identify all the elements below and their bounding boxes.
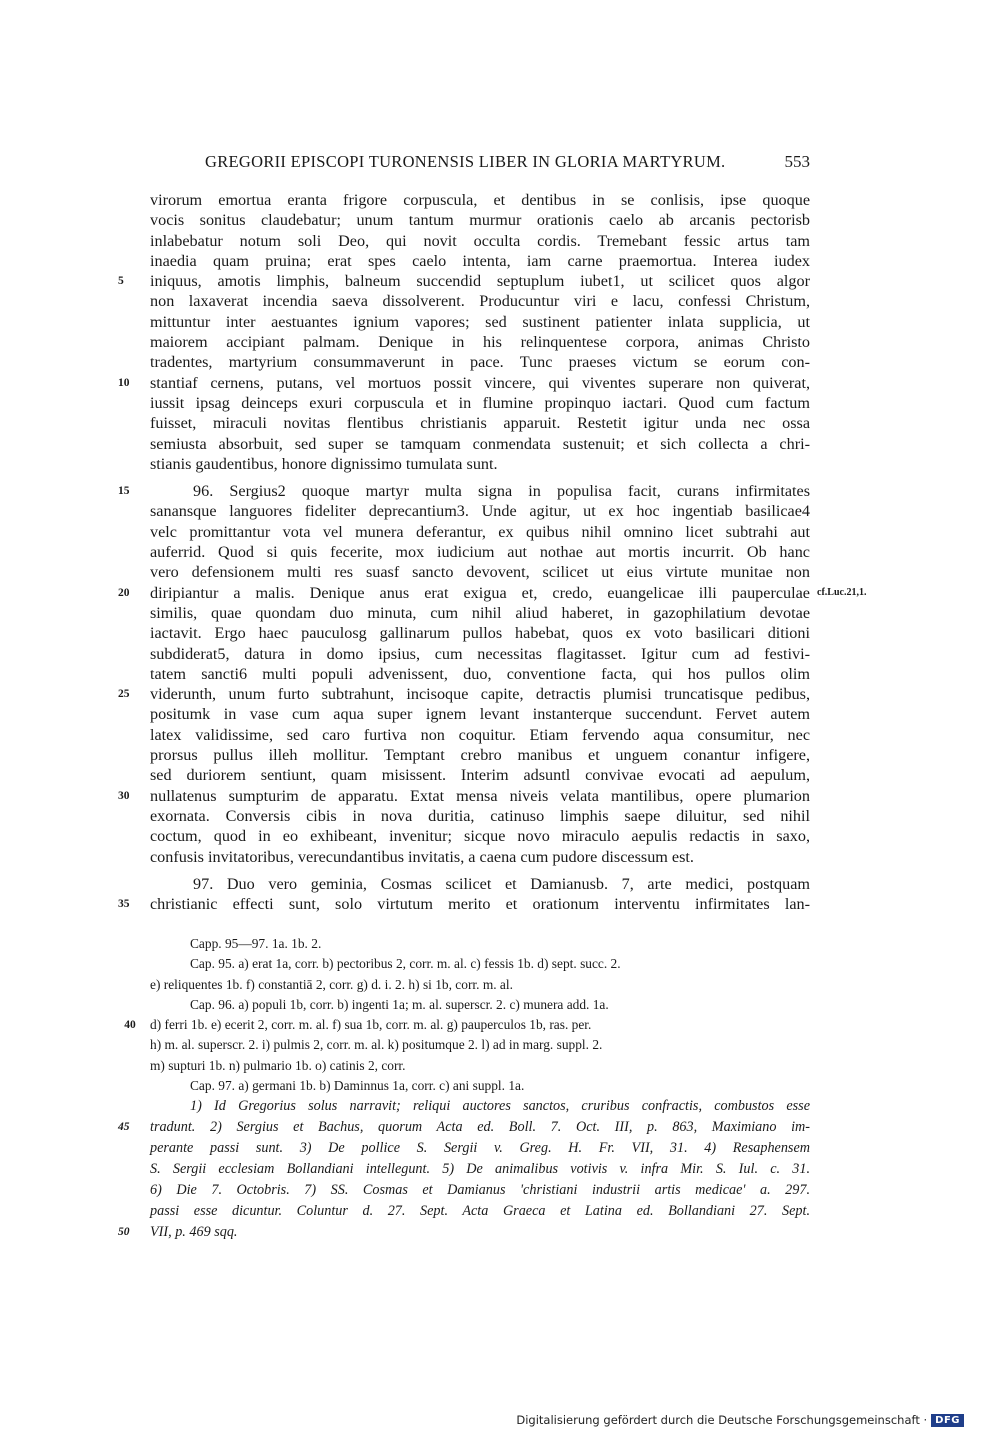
critical-apparatus bbox=[124, 934, 810, 1096]
body-line bbox=[150, 210, 810, 230]
apparatus-line-text: e) reliquentes 1b. f) constantiā 2, corr. g) d. i. 2. h) si 1b, corr. m. al. bbox=[150, 976, 513, 992]
body-line bbox=[150, 332, 810, 352]
apparatus-line-text: Cap. 95. a) erat 1a, corr. b) pectoribus 2, corr. m. al. c) fessis 1b. d) sept. succ. 2. bbox=[190, 956, 621, 972]
body-line-text: auferrid. Quod si quis fecerite, mox iudicium aut nothae aut mortis incurrit. Ob hanc bbox=[150, 543, 810, 562]
body-line-text: maiorem accipiant palmam. Denique in his relinquentese corpora, animas Christo bbox=[150, 333, 810, 352]
body-line bbox=[118, 481, 810, 501]
body-line-text: sed duriorem sentiunt, quam misissent. Interim adsuntl convivae evocati ad aepulum, bbox=[150, 766, 810, 785]
body-line bbox=[150, 542, 810, 562]
note-line-text: 1) Id Gregorius solus narravit; reliqui auctores sanctos, cruribus confractis, combustos esse bbox=[190, 1098, 810, 1114]
apparatus-line-text: d) ferri 1b. e) ecerit 2, corr. m. al. f) sua 1b, corr. m. al. g) pauperculos 1b, ras. per. bbox=[150, 1017, 592, 1033]
body-line bbox=[150, 454, 810, 474]
running-title: GREGORII EPISCOPI TURONENSIS LIBER IN GLORIA MARTYRUM. bbox=[205, 152, 726, 171]
body-line-text: iussit ipsag deinceps exuri corpuscula et in flumine propinquo iactari. Quod cum factum bbox=[150, 393, 810, 412]
line-number: 40 bbox=[124, 1019, 136, 1032]
body-line-text: diripiantur a malis. Denique anus erat exigua et, credo, euangelicae illi pauperculae bbox=[150, 583, 810, 602]
apparatus-line bbox=[150, 975, 810, 995]
body-line-text: confusis invitatoribus, verecundantibus invitatis, a caena cum pudore discessum est. bbox=[150, 847, 694, 866]
body-line-text: 97. Duo vero geminia, Cosmas scilicet et Damianusb. 7, arte medici, postquam bbox=[193, 874, 810, 893]
body-line-text: stantiaf cernens, putans, vel mortuos possit vincere, qui viventes superare non quiverat, bbox=[150, 373, 810, 392]
note-line-text: S. Sergii ecclesiam Bollandiani intellegunt. 5) De animalibus votivis v. infra Mir. S. Iul. c. 31. bbox=[150, 1161, 810, 1177]
body-line bbox=[118, 271, 810, 291]
apparatus-line bbox=[124, 1015, 810, 1035]
line-number: 20 bbox=[118, 586, 130, 599]
line-number: 5 bbox=[118, 275, 124, 288]
body-line bbox=[118, 684, 810, 704]
footnotes bbox=[118, 1096, 810, 1243]
paragraph-gap bbox=[150, 867, 810, 874]
body-line-text: tatem sancti6 multi populi advenissent, duo, conventione facta, qui hos pullos olim bbox=[150, 664, 810, 683]
page-number: 553 bbox=[784, 152, 810, 171]
body-line bbox=[150, 874, 810, 894]
body-line-text: vocis sonitus claudebatur; unum tantum murmur orationis caelo ab arcanis pectorisb bbox=[150, 211, 810, 230]
body-line-text: inaedia quam pruina; erat spes caelo intenta, iam carne praemortua. Interea iudex bbox=[150, 251, 810, 270]
body-line bbox=[150, 413, 810, 433]
note-line bbox=[150, 1096, 810, 1117]
body-line-text: sanansque languores fideliter deprecantium3. Unde agitur, ut ex hoc ingentiab basilicae4 bbox=[150, 502, 810, 521]
body-line-text: stianis gaudentibus, honore dignissimo tumulata sunt. bbox=[150, 454, 498, 473]
body-line-text: virorum emortua eranta frigore corpuscula, et dentibus in se conlisis, ipse quoque bbox=[150, 191, 810, 209]
body-line bbox=[150, 725, 810, 745]
body-line bbox=[150, 352, 810, 372]
body-line bbox=[150, 562, 810, 582]
paragraph-gap bbox=[150, 474, 810, 481]
body-line bbox=[150, 501, 810, 521]
note-line-text: 6) Die 7. Octobris. 7) SS. Cosmas et Damianus 'christiani industrii artis medicae' a. 297. bbox=[150, 1182, 810, 1198]
body-line-text: exornata. Conversis cibis in nova duritia, catinuso limphis saepe diluitur, sed nihil bbox=[150, 806, 810, 825]
line-number: 50 bbox=[118, 1226, 130, 1238]
body-line-text: tradentes, martyrium consummaverunt in pace. Tunc praeses victum se eorum con- bbox=[150, 353, 810, 372]
body-line-text: inlabebatur notum soli Deo, qui novit occulta cordis. Tremebant fessic artus tam bbox=[150, 231, 810, 250]
body-line bbox=[150, 231, 810, 251]
body-line-text: iniquus, amotis limphis, balneum succendid septuplum iubet1, ut scilicet quos algor bbox=[150, 272, 810, 291]
body-line bbox=[150, 765, 810, 785]
note-line bbox=[150, 1138, 810, 1159]
dfg-logo: DFG bbox=[931, 1414, 964, 1427]
note-line bbox=[118, 1117, 810, 1138]
line-number: 45 bbox=[118, 1121, 130, 1133]
body-line-text: subdiderat5, datura in domo ipsius, cum necessitas flagitasset. Igitur cum ad festivi- bbox=[150, 644, 810, 663]
body-line bbox=[150, 393, 810, 413]
margin-reference: cf.Luc.21,1. bbox=[817, 586, 867, 598]
body-line bbox=[150, 664, 810, 684]
body-line bbox=[150, 704, 810, 724]
apparatus-line-text: Cap. 97. a) germani 1b. b) Daminnus 1a, corr. c) ani suppl. 1a. bbox=[190, 1078, 525, 1094]
body-line bbox=[150, 806, 810, 826]
body-line bbox=[150, 251, 810, 271]
note-line-text: VII, p. 469 sqq. bbox=[150, 1224, 238, 1240]
digitization-footer bbox=[516, 1413, 964, 1427]
body-line bbox=[118, 894, 810, 914]
apparatus-line-text: Capp. 95—97. 1a. 1b. 2. bbox=[190, 936, 322, 951]
line-number: 30 bbox=[118, 789, 130, 802]
body-line bbox=[150, 434, 810, 454]
note-line bbox=[150, 1180, 810, 1201]
apparatus-line bbox=[150, 1035, 810, 1055]
body-line bbox=[150, 291, 810, 311]
note-line bbox=[150, 1159, 810, 1180]
body-line bbox=[150, 522, 810, 542]
apparatus-line-text: m) supturi 1b. n) pulmario 1b. o) catinis 2, corr. bbox=[150, 1057, 406, 1073]
main-text bbox=[118, 190, 867, 914]
note-line bbox=[150, 1201, 810, 1222]
body-line bbox=[150, 644, 810, 664]
line-number: 15 bbox=[118, 485, 130, 498]
body-line-text: semiusta absorbuit, sed super se tamquam conmendata sustenuit; et sich collecta a chri- bbox=[150, 434, 810, 453]
body-line-text: non laxaverat incendia saeva dissolverent. Producuntur viri e lacu, confessi Christum, bbox=[150, 292, 810, 311]
body-line-text: christianic effecti sunt, solo virtutum merito et orationum interventu infirmitates lan- bbox=[150, 895, 810, 914]
apparatus-line bbox=[150, 1056, 810, 1076]
running-head bbox=[150, 152, 810, 176]
body-line bbox=[118, 786, 810, 806]
body-line-text: iactavit. Ergo haec pauculosg gallinarum pullos habebat, quos ex voto basilicari ditioni bbox=[150, 624, 810, 643]
body-line-text: viderunth, unum furto subtrahunt, incisoque capite, detractis plumisi truncatisque pedibus, bbox=[150, 685, 810, 704]
body-line bbox=[150, 826, 810, 846]
body-line-text: nullatenus sumpturim de apparatu. Extat mensa niveis velata mantilibus, opere plumarion bbox=[150, 786, 810, 805]
body-line-text: fuisset, miraculi novitas flentibus christianis apparuit. Restetit igitur unda nec ossa bbox=[150, 414, 810, 433]
body-line-text: positumk in vase cum aqua super ignem levant instanterque succendunt. Fervet autem bbox=[150, 705, 810, 724]
body-line bbox=[118, 373, 810, 393]
line-number: 10 bbox=[118, 376, 130, 389]
apparatus-line bbox=[150, 934, 810, 954]
note-line bbox=[118, 1222, 810, 1243]
body-line bbox=[150, 623, 810, 643]
apparatus-line bbox=[150, 954, 810, 974]
note-line-text: perante passi sunt. 3) De pollice S. Sergii v. Greg. H. Fr. VII, 31. 4) Resaphensem bbox=[150, 1140, 810, 1156]
body-line bbox=[150, 847, 810, 867]
line-number: 25 bbox=[118, 688, 130, 701]
body-line-text: similis, quae quondam duo minuta, cum nihil aliud haberet, in gazophilatium devotae bbox=[150, 603, 810, 622]
body-line bbox=[118, 583, 867, 603]
body-line-text: prorsus pullus illeh mollitur. Temptant crebro manibus et unguem conantur infigere, bbox=[150, 746, 810, 765]
body-line bbox=[150, 745, 810, 765]
body-line bbox=[150, 603, 810, 623]
apparatus-line-text: Cap. 96. a) populi 1b, corr. b) ingenti 1a; m. al. superscr. 2. c) munera add. 1a. bbox=[190, 996, 609, 1012]
body-line-text: vero defensionem multi res suasf sancto devovent, scilicet ut eius virtute munitae non bbox=[150, 563, 810, 582]
body-line-text: 96. Sergius2 quoque martyr multa signa in populisa facit, curans infirmitates bbox=[193, 482, 810, 501]
body-line-text: mittuntur inter aestuantes ignium vapores; sed sustinent patienter inlata supplicia, ut bbox=[150, 312, 810, 331]
digitization-note: Digitalisierung gefördert durch die Deutsche Forschungsgemeinschaft · bbox=[516, 1413, 928, 1427]
apparatus-line-text: h) m. al. superscr. 2. i) pulmis 2, corr. m. al. k) positumque 2. l) ad in marg. suppl. 2. bbox=[150, 1037, 603, 1053]
body-line-text: velc promittantur vota vel munera deferantur, ex quibus nihil omnino licet subtrahi aut bbox=[150, 522, 810, 541]
note-line-text: passi esse dicuntur. Coluntur d. 27. Sept. Acta Graeca et Latina ed. Bollandiani 27. Sept. bbox=[150, 1203, 810, 1219]
line-number: 35 bbox=[118, 898, 130, 911]
note-line-text: tradunt. 2) Sergius et Bachus, quorum Acta ed. Boll. 7. Oct. III, p. 863, Maximiano im- bbox=[150, 1119, 810, 1135]
apparatus-line bbox=[150, 995, 810, 1015]
body-line bbox=[150, 190, 810, 210]
body-line-text: coctum, quod in eo exhibeant, invenitur; sicque novo miraculo aepulis redactis in saxo, bbox=[150, 827, 810, 846]
body-line-text: latex validissime, sed caro furtiva non coquitur. Etiam fervendo aqua consumitur, nec bbox=[150, 725, 810, 744]
body-line bbox=[150, 312, 810, 332]
apparatus-line bbox=[150, 1076, 810, 1096]
